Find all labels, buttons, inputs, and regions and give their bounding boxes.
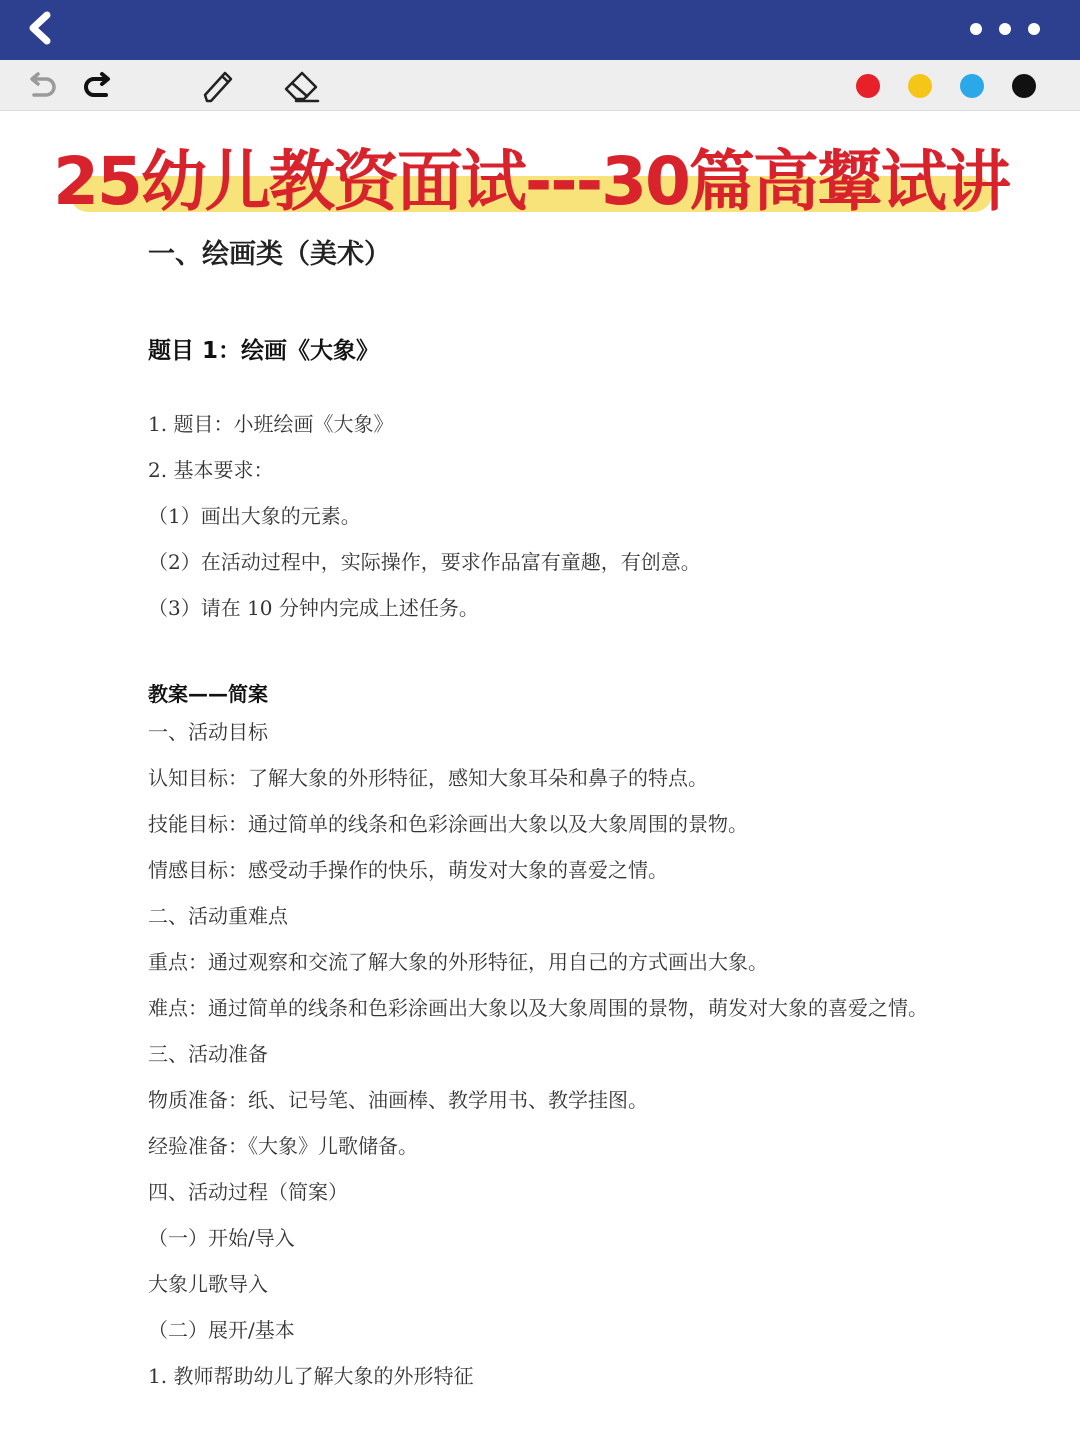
- redo-button[interactable]: [78, 66, 118, 106]
- color-swatch-black[interactable]: [1012, 74, 1036, 98]
- color-swatch-red[interactable]: [856, 74, 880, 98]
- plan-line: 经验准备：《大象》儿歌储备。: [148, 1134, 418, 1158]
- plan-line: 四、活动过程（简案）: [148, 1180, 348, 1204]
- color-swatch-yellow[interactable]: [908, 74, 932, 98]
- plan-line: 难点：通过简单的线条和色彩涂画出大象以及大象周围的景物，萌发对大象的喜爱之情。: [148, 996, 928, 1020]
- plan-line: 大象儿歌导入: [148, 1272, 268, 1296]
- more-dot: [999, 23, 1011, 35]
- plan-line: 二、活动重难点: [148, 904, 288, 928]
- back-button[interactable]: [20, 6, 60, 50]
- more-button[interactable]: [970, 16, 1040, 42]
- document-title: [53, 130, 1009, 220]
- plan-line: 重点：通过观察和交流了解大象的外形特征，用自己的方式画出大象。: [148, 950, 768, 974]
- topic-title: 题目 1：绘画《大象》: [148, 338, 380, 364]
- requirement-line: 1. 题目：小班绘画《大象》: [148, 412, 394, 436]
- color-swatch-blue[interactable]: [960, 74, 984, 98]
- more-dot: [1028, 23, 1040, 35]
- requirement-line: （3）请在 10 分钟内完成上述任务。: [148, 596, 479, 620]
- plan-line: 一、活动目标: [148, 720, 268, 744]
- pencil-button[interactable]: [198, 66, 238, 106]
- undo-icon: [26, 71, 58, 101]
- plan-line: 物质准备：纸、记号笔、油画棒、教学用书、教学挂图。: [148, 1088, 648, 1112]
- chevron-left-icon: [25, 11, 55, 45]
- plan-line: 三、活动准备: [148, 1042, 268, 1066]
- requirement-line: （2）在活动过程中，实际操作，要求作品富有童趣，有创意。: [148, 550, 701, 574]
- plan-line: （一）开始/导入: [148, 1226, 295, 1250]
- plan-line: 认知目标：了解大象的外形特征，感知大象耳朵和鼻子的特点。: [148, 766, 708, 790]
- more-dot: [970, 23, 982, 35]
- redo-icon: [82, 71, 114, 101]
- plan-line: （二）展开/基本: [148, 1318, 295, 1342]
- requirement-line: （1）画出大象的元素。: [148, 504, 361, 528]
- plan-line: 情感目标：感受动手操作的快乐，萌发对大象的喜爱之情。: [148, 858, 668, 882]
- section-heading: 一、绘画类（美术）: [148, 239, 391, 270]
- plan-line: 技能目标：通过简单的线条和色彩涂画出大象以及大象周围的景物。: [148, 812, 748, 836]
- plan-heading: 教案——简案: [148, 682, 268, 706]
- title-text: 25幼儿教资面试---30篇高颦试讲: [53, 142, 1009, 220]
- pencil-icon: [199, 67, 237, 105]
- undo-button[interactable]: [22, 66, 62, 106]
- plan-line: 1. 教师帮助幼儿了解大象的外形特征: [148, 1364, 474, 1388]
- requirement-line: 2. 基本要求：: [148, 458, 274, 482]
- top-bar: [0, 0, 1080, 60]
- eraser-icon: [282, 67, 322, 105]
- eraser-button[interactable]: [282, 66, 322, 106]
